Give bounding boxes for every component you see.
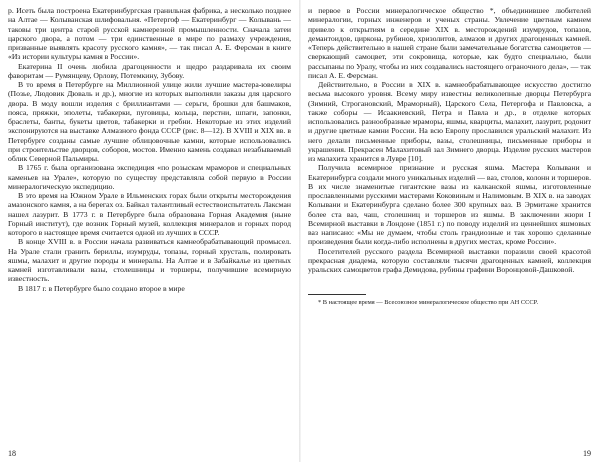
left-page (8, 6, 291, 458)
left-text-column (8, 6, 291, 293)
footnote-divider (308, 294, 366, 295)
paragraph: Действительно, в России в XIX в. камнеобрабатывающее искусство достигло весьма высокого уровня. Всему миру известны великолепные дворцы Петербурга (Зимний, Строгановский, Мраморный), Царского Села, Петергофа и Павловска, а также соборы — Исаакиевский, Петра и Павла и др., в отделке которых использовались разнообразные мраморы, яшмы, кварциты, малахит, лазурит, родонит и другие цветные камни России. На всю Европу прославился уральский малахит. Из него делали письменные приборы, вазы, столешницы, письменные приборы и украшения. Прекрасен Малахитовый зал Зимнего дворца. Изделие русских мастеров из малахита хранится в Лувре [10]. (308, 80, 591, 163)
paragraph: В то время в Петербурге на Миллионной улице жили лучшие мастера-ювелиры (Позье, Людовик Дюваль и др.), многие из которых выполняли заказы для царского двора. В моду вошли изделия с бриллиантами — серьги, брошки для башмаков, пояса, пряжки, эполеты, табакерки, пуговицы, кольца, перстни, шпаги, запонки, браслеты, банты, букеты цветов, табакерки и гребни. Некоторые из этих изделий экспонируются на выставке Алмазного фонда СССР (рис. 8—12). В XVIII и XIX вв. в Петербурге созданы самые лучшие облицовочные камни, которые использовались при строительстве дворцов, соборов, мостов. Именно камень создавал незабываемый облик Северной Пальмиры. (8, 80, 291, 163)
paragraph: Получила всемирное признание и русская яшма. Мастера Колывани и Екатеринбурга создали много уникальных изделий — ваз, столов, колонн и торшеров. В их числе знаменитые гигантские вазы из калканской яшмы, изготовленные прославленными русскими мастерами Коковиным и Налимовым. В XIX в. на заводах Колывани и Екатеринбурга сделано более 300 крупных ваз. В Эрмитаже хранится более ста ваз, чаш, столешниц и торшеров из яшмы. В заключении жюри I Всемирной выставки в Лондоне (1851 г.) по поводу изделий из ценнейших яшмовых ваз написано: «Мы не думаем, чтобы столь грандиозные и так хорошо сделанные произведения были когда-либо исполнены в других местах, кроме России». (308, 163, 591, 247)
paragraph: В это время на Южном Урале в Ильменских горах были открыты месторождения амазонского камня, а на берегах оз. Байкал талантливый естествоиспытатель Лаксман нашел лазурит. В 1773 г. в Петербурге была образована Горная Академия (ныне Горный институт), где возник Горный музей, коллекция минералов и горных пород которого в настоящее время считается одной из лучших в СССР. (8, 191, 291, 237)
paragraph: и первое в России минералогическое общество *, объединившее любителей минералогии, горных инженеров и ученых страны. Увлечение цветным камнем привело к открытиям в середине XIX в. месторождений изумрудов, топазов, демантоидов, циркона, рубинов, хризолитов, алмазов и других драгоценных камней. «Теперь действительно в нашей стране были замечательные богатства самоцветов — сверкающий самоцвет, эти сокровища, которые, как будто специально, были рассыпаны по Уралу, чтобы из них создавались настоящего ограночного дела», — так писал А. Е. Ферсман. (308, 6, 591, 80)
book-gutter (299, 0, 301, 462)
paragraph: р. Исеть была построена Екатеринбургская гранильная фабрика, а несколько позднее на Алтае — Колыванская шлифовальня. «Петергоф — Екатеринбург — Колывань — таковы три центра старой русской камнерезной промышленности. Сначала затеи царского двора, а потом — три единственные в мире по размаху учреждения, призванные выявлять красоту русского камня», — так писал А. Е. Ферсман в книге «Из истории культуры камня в России». (8, 6, 291, 62)
page-number: 18 (8, 449, 16, 458)
paragraph: В 1817 г. в Петербурге было создано второе в мире (18, 283, 185, 293)
paragraph: В 1765 г. была организована экспедиция «по розыскам мраморов и специальных каменьев на Урале», которую по существу представляла собой первую в России минералогическую экспедицию. (8, 163, 291, 191)
paragraph: Посетителей русского раздела Всемирной выставки поразили своей красотой прекрасная диадема, которую составляли тысячи драгоценных камней, коллекция уральских самоцветов графа Демидова, рубины графини Воронцовой-Дашковой. (308, 246, 591, 274)
paragraph: В конце XVIII в. в России начала развиваться камнеобрабатывающий промысел. На Урале стали гранить бериллы, изумруды, топазы, горный хрусталь, полировать яшмы, малахит и другие породы и минералы. На Алтае и в Забайкалье из цветных камней изготавливали вазы, столешницы и торшеры, получившие всемирную известность. (8, 237, 291, 284)
page-number: 19 (583, 449, 591, 458)
right-page (308, 6, 591, 458)
paragraph: Екатерина II очень любила драгоценности и щедро раздаривала их своим фаворитам — Румянцеву, Орлову, Потемкину, Зубову. (8, 61, 291, 80)
footnote: * В настоящее время — Всесоюзное минералогическое общество при АН СССР. (318, 299, 539, 307)
right-text-column (308, 6, 591, 307)
